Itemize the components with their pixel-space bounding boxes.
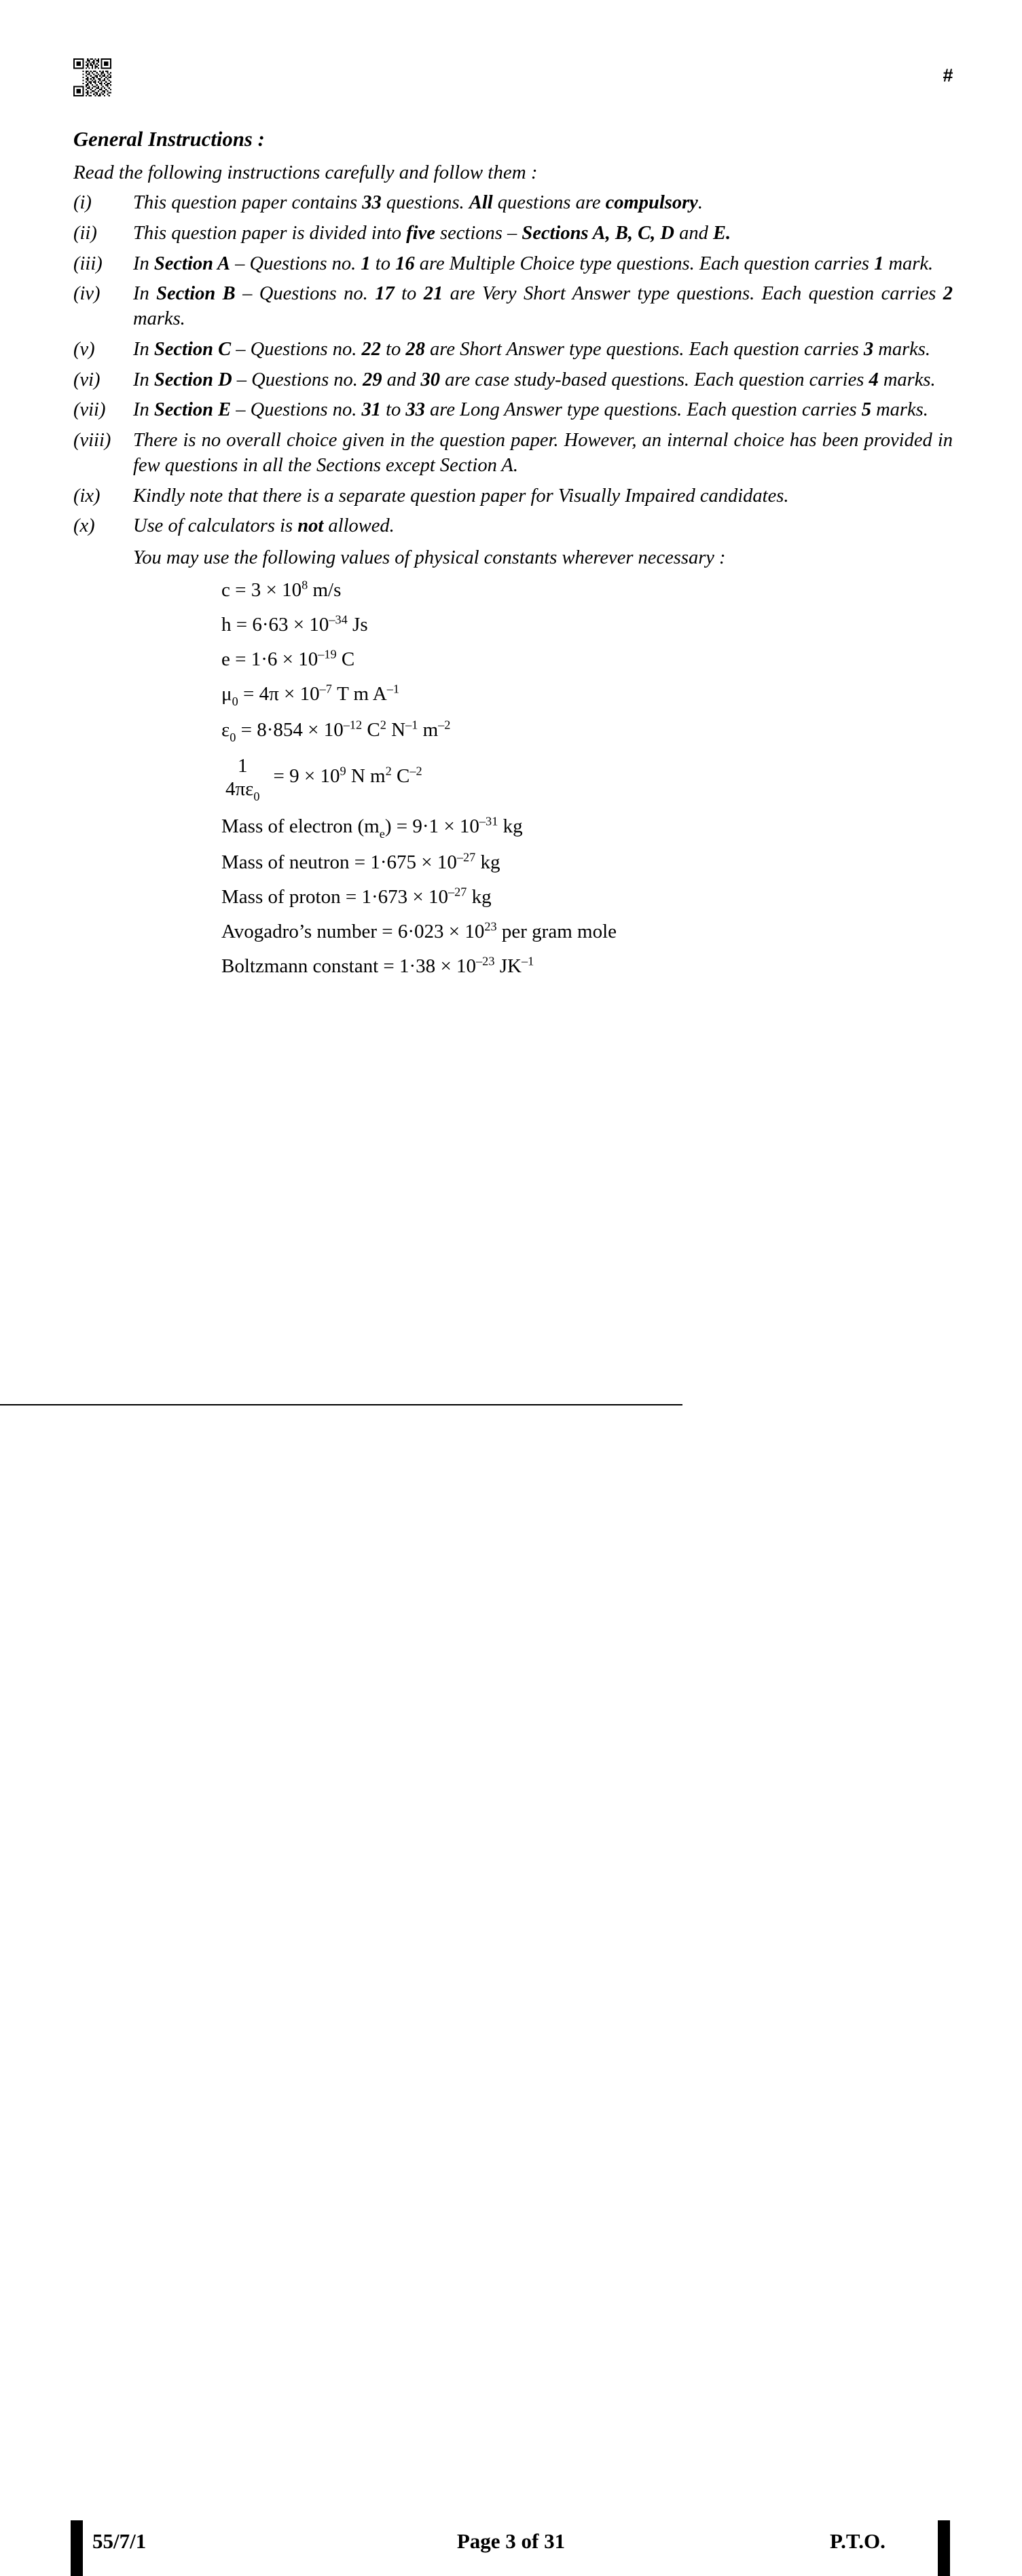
constant-unit: T m A [337,682,387,705]
emphasis-text: 5 [861,399,871,421]
emphasis-text: All [469,192,493,214]
constant-label: Mass of neutron [221,851,350,873]
times-sign: × [293,613,305,636]
constant-unit-exponent: –1 [521,954,534,968]
paper-code: 55/7/1 [92,2529,147,2553]
emphasis-text: 2 [943,283,953,305]
constant-boltzmann [221,954,953,977]
constant-exponent: –23 [476,954,495,968]
instruction-text [133,368,953,393]
emphasis-text: E. [712,222,731,244]
instructions-list [73,191,953,539]
plain-text: – Questions no. [231,338,362,360]
emphasis-text: 1 [361,253,371,274]
plain-text: mark. [883,253,934,274]
instruction-text [133,337,953,363]
constant-unit-exponent: –1 [386,682,399,696]
constant-unit: m/s [312,578,342,601]
constant-symbol: c [221,578,230,601]
constant-planck [221,612,953,636]
constant-unit-3: m [422,718,439,741]
instruction-marker: (vi) [73,369,101,390]
times-sign: × [304,765,316,787]
instruction-item [73,252,953,277]
constant-unit: JK [499,955,522,977]
plain-text: marks. [133,308,185,330]
instruction-text [133,398,953,423]
plain-text: are case study-based questions. Each question carries [440,369,869,390]
plain-text: marks. [871,399,928,421]
plain-text: – Questions no. [235,283,376,305]
constant-speed-of-light [221,578,953,601]
emphasis-text: not [297,515,324,537]
constant-unit-1: N [350,765,365,787]
instruction-item [73,428,953,479]
constant-base: 10 [323,718,344,741]
instruction-item [73,514,953,539]
constant-unit: kg [503,815,523,837]
equals-sign: = [396,815,408,837]
constant-unit: kg [471,885,492,908]
equals-sign: = [242,682,255,705]
denominator-subscript: 0 [253,789,260,803]
times-sign: × [283,682,295,705]
plain-text: – Questions no. [230,253,361,274]
constant-mass-electron [221,814,953,841]
constant-avogadro [221,919,953,942]
equals-sign: = [235,578,247,601]
emphasis-text: Section A [153,253,231,274]
constant-unit-2: N [391,718,406,741]
instruction-marker: (v) [73,338,95,360]
fraction-denominator [221,777,263,803]
plain-text: In [133,399,154,421]
plain-text: In [133,283,157,305]
equals-sign: = [273,765,285,787]
constant-unit: per gram mole [501,920,617,942]
constant-symbol-subscript: 0 [232,694,238,708]
instruction-text [133,191,953,216]
coulomb-fraction [221,754,263,803]
plain-text: In [133,338,154,360]
plain-text: Kindly note that there is a separate question paper for Visually Impaired candidates. [133,485,789,507]
constant-exponent: –7 [319,682,332,696]
constant-elementary-charge [221,647,953,670]
emphasis-text: Section E [153,399,232,421]
instruction-marker: (iii) [73,253,103,274]
constant-permeability [221,682,953,708]
constant-unit: C [341,648,355,670]
constant-base: 10 [298,648,318,670]
emphasis-text: 33 [362,192,382,214]
constant-unit-1-exponent: 2 [380,718,386,732]
times-sign: × [412,885,424,908]
plain-text: to [370,253,396,274]
emphasis-text: Section B [156,283,236,305]
page-number-label: Page 3 of 31 [456,2529,566,2553]
equals-sign: = [354,851,366,873]
instruction-text [133,514,953,539]
constant-exponent: –27 [448,885,467,899]
constant-unit-3-exponent: –2 [438,718,451,732]
equals-sign: = [382,920,393,942]
constant-exponent: –34 [329,612,348,627]
constant-unit: kg [480,851,500,873]
pto-label: P.T.O. [830,2529,886,2553]
general-instructions-title: General Instructions : [73,128,265,151]
emphasis-text: 31 [361,399,381,421]
equals-sign: = [240,718,252,741]
plain-text: questions are [492,192,606,214]
plain-text: and [382,369,421,390]
constant-symbol: μ [221,682,232,705]
plain-text: are Multiple Choice type questions. Each question carries [414,253,875,274]
equals-sign: = [383,955,395,977]
constant-unit-2-exponent: 2 [385,764,392,778]
emphasis-text: 28 [405,338,425,360]
constant-mantissa: 4π [259,682,279,705]
constant-label-subscript: e [379,826,385,841]
instruction-text [133,252,953,277]
constant-mantissa: 1·675 [370,851,417,873]
qr-code-icon [73,58,111,96]
instruction-item [73,484,953,509]
emphasis-text: 16 [395,253,415,274]
constant-symbol: h [221,613,232,636]
fraction-bar [0,1404,682,1405]
instruction-marker: (iv) [73,283,101,305]
instruction-marker: (vii) [73,399,106,421]
constant-symbol: ε [221,718,230,741]
instruction-item [73,398,953,423]
instruction-marker: (ii) [73,222,97,244]
constant-unit-2: m [370,765,386,787]
instruction-marker: (x) [73,515,95,537]
constant-mantissa: 1·673 [361,885,408,908]
plain-text: sections – [435,222,522,244]
constant-base: 10 [320,765,340,787]
plain-text: – Questions no. [232,369,363,390]
plain-text: questions. [381,192,469,214]
emphasis-text: 3 [863,338,874,360]
plain-text: to [394,283,424,305]
constant-mantissa: 8·854 [257,718,303,741]
equals-sign: = [236,613,248,636]
plain-text: There is no overall choice given in the question paper. However, an internal choice has been provided in few questions in all the Sections except Section A. [133,430,953,476]
constant-mantissa: 9 [289,765,299,787]
instruction-text [133,282,953,332]
times-sign: × [308,718,319,741]
emphasis-text: 33 [405,399,425,421]
constant-unit-2-exponent: –1 [405,718,418,732]
plain-text: This question paper is divided into [133,222,407,244]
emphasis-text: Section D [153,369,232,390]
plain-text: – Questions no. [231,399,362,421]
emphasis-text: Sections A, B, C, D [522,222,674,244]
times-sign: × [421,851,433,873]
constant-label: Avogadro’s number [221,920,377,942]
physical-constants-block [221,578,953,977]
instruction-item [73,368,953,393]
plain-text: to [380,399,406,421]
page-mark: # [943,65,953,86]
plain-text: Use of calculators is [133,515,298,537]
plain-text: In [133,253,154,274]
constant-mantissa: 1·38 [399,955,436,977]
constant-symbol: e [221,648,230,670]
emphasis-text: five [406,222,435,244]
emphasis-text: 30 [420,369,441,390]
instruction-item [73,191,953,216]
coulomb-rhs [273,765,422,790]
times-sign: × [440,955,452,977]
plain-text: are Very Short Answer type questions. Each question carries [443,283,943,305]
constant-exponent: –27 [456,850,476,864]
emphasis-text: 17 [375,283,395,305]
times-sign: × [282,648,294,670]
emphasis-text: 4 [869,369,879,390]
instruction-text [133,221,953,246]
constant-base: 10 [309,613,329,636]
constant-unit: Js [352,613,368,636]
plain-text: marks. [878,369,936,390]
constant-base: 10 [464,920,485,942]
times-sign: × [448,920,460,942]
constant-mass-proton [221,887,953,907]
constant-permittivity [221,718,953,744]
constant-exponent: 9 [340,764,346,778]
plain-text: to [380,338,406,360]
constant-base: 10 [428,885,448,908]
page-footer [0,1245,1022,2553]
emphasis-text: 22 [361,338,381,360]
denominator-text: 4πε [225,777,254,800]
constant-exponent: –19 [318,647,337,661]
constant-mantissa: 6·023 [397,920,444,942]
instruction-text [133,484,953,509]
constant-exponent: 23 [484,919,497,934]
constant-base: 10 [456,955,477,977]
constant-exponent: –12 [343,718,363,732]
constant-mass-neutron [221,850,953,873]
instruction-item [73,221,953,246]
instruction-item [73,337,953,363]
plain-text: are Short Answer type questions. Each question carries [424,338,864,360]
plain-text: and [674,222,713,244]
times-sign: × [443,815,455,837]
constant-base: 10 [282,578,302,601]
plain-text: . [697,192,703,214]
equals-sign: = [235,648,247,670]
constant-base: 10 [299,682,320,705]
fraction-numerator: 1 [237,754,248,777]
emphasis-text: compulsory [605,192,698,214]
constant-base: 10 [459,815,479,837]
emphasis-text: 29 [363,369,382,390]
emphasis-text: 1 [874,253,884,274]
constant-mantissa: 9·1 [412,815,439,837]
times-sign: × [266,578,277,601]
instruction-marker: (ix) [73,485,101,507]
constant-unit-3-exponent: –2 [409,764,422,778]
equals-sign: = [345,885,357,908]
emphasis-text: 21 [423,283,443,305]
page-header [73,58,953,100]
constant-label: Mass of proton [221,885,341,908]
constant-label-close: ) [384,815,392,837]
emphasis-text: Section C [153,338,232,360]
instructions-section [73,129,953,991]
instruction-marker: (viii) [73,430,111,452]
constant-base: 10 [437,851,457,873]
constant-symbol-subscript: 0 [230,730,236,744]
instruction-text [133,428,953,479]
constant-unit-1: C [367,718,380,741]
constant-label: Boltzmann constant [221,955,379,977]
constant-exponent: 8 [302,578,308,592]
constants-intro: You may use the following values of physical constants wherever necessary : [133,547,726,569]
constant-exponent: –31 [479,814,498,828]
constant-label: Mass of electron (m [221,815,380,837]
plain-text: allowed. [323,515,395,537]
instructions-lead: Read the following instructions carefully and follow them : [73,161,538,183]
constant-mantissa: 6·63 [252,613,289,636]
constant-coulomb [221,754,953,803]
plain-text: marks. [873,338,931,360]
constant-mantissa: 1·6 [251,648,278,670]
constant-unit-3: C [396,765,410,787]
plain-text: are Long Answer type questions. Each question carries [424,399,862,421]
constant-mantissa: 3 [251,578,261,601]
plain-text: In [133,369,154,390]
instruction-marker: (i) [73,192,92,214]
instruction-item [73,282,953,332]
plain-text: This question paper contains [133,192,363,214]
